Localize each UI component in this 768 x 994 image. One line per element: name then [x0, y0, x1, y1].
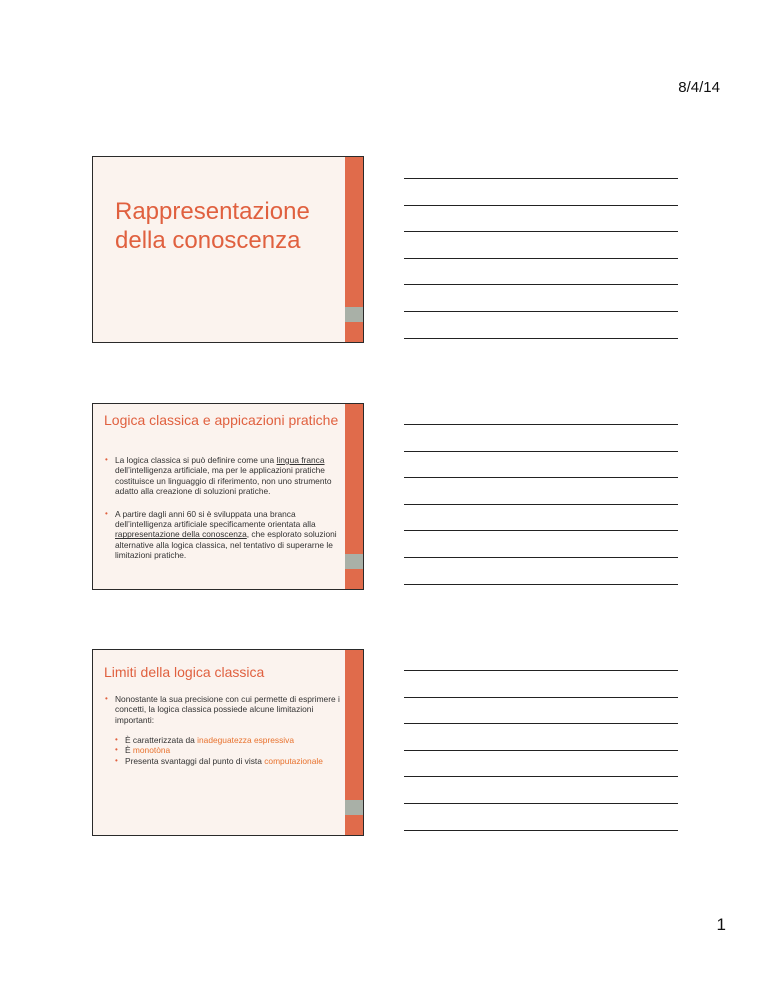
slide-3 — [92, 649, 364, 836]
bullet-text: Presenta svantaggi dal punto di vista — [125, 755, 265, 766]
underlined-term: lingua franca — [276, 455, 325, 465]
list-item — [105, 509, 345, 561]
list-item — [115, 756, 343, 766]
bullet-text: È — [125, 745, 133, 756]
highlighted-term: inadeguatezza espressiva — [197, 735, 294, 745]
notes-lines-1 — [404, 178, 678, 364]
list-item — [115, 745, 343, 755]
slide-2 — [92, 403, 364, 590]
note-line — [404, 205, 678, 206]
bullet-text: dell’intelligenza artificiale, ma per le applicazioni pratiche costituisce un linguaggio di riferimento, non uno strumento adatto alla creazione di soluzioni pratiche. — [115, 465, 332, 497]
slide-1 — [92, 156, 364, 343]
slide-1-accent-bar — [345, 157, 363, 342]
note-line — [404, 697, 678, 698]
note-line — [404, 557, 678, 558]
slide-1-title-line-1: Rappresentazione — [115, 198, 310, 225]
note-line — [404, 284, 678, 285]
list-item: • Nonostante la sua precisione con cui permette di esprimere i concetti, la logica classica possiede alcune limitazioni importanti: — [105, 694, 347, 725]
slide-3-accent-bar — [345, 650, 363, 835]
note-line — [404, 258, 678, 259]
slide-2-accent-chip — [345, 554, 363, 569]
note-line — [404, 776, 678, 777]
note-line — [404, 311, 678, 312]
page-number: 1 — [716, 915, 726, 934]
slide-2-accent-bar — [345, 404, 363, 589]
note-line — [404, 723, 678, 724]
slide-1-accent-chip — [345, 307, 363, 322]
note-line — [404, 750, 678, 751]
bullet-text: A partire dagli anni 60 si è sviluppata una branca dell’intelligenza artificiale specificamente orientata alla — [115, 508, 316, 530]
slide-1-title — [115, 197, 310, 255]
page-date: 8/4/14 — [678, 79, 720, 96]
note-line — [404, 530, 678, 531]
list-item — [115, 735, 343, 745]
slide-1-title-line-2: della conoscenza — [115, 227, 301, 254]
note-line — [404, 231, 678, 232]
note-line — [404, 451, 678, 452]
note-line — [404, 830, 678, 831]
notes-lines-2 — [404, 424, 678, 610]
slide-3-title: Limiti della logica classica — [104, 664, 265, 680]
slide-2-bullets — [105, 455, 345, 573]
note-line — [404, 803, 678, 804]
bullet-text: È caratterizzata da — [125, 735, 198, 745]
note-line — [404, 504, 678, 505]
slide-3-sub-bullets — [115, 735, 343, 766]
underlined-term: rappresentazione della conoscenza — [115, 529, 247, 540]
note-line — [404, 477, 678, 478]
bullet-text: La logica classica si può definire come una — [115, 455, 277, 465]
note-line — [404, 178, 678, 179]
slide-3-bullets — [105, 694, 347, 725]
note-line — [404, 584, 678, 585]
slide-2-title: Logica classica e appicazioni pratiche — [104, 412, 339, 428]
note-line — [404, 424, 678, 425]
highlighted-term: monotòna — [132, 745, 171, 756]
list-item — [105, 455, 345, 497]
note-line — [404, 338, 678, 339]
note-line — [404, 670, 678, 671]
slide-3-accent-chip — [345, 800, 363, 815]
bullet-text: , che esplorato soluzioni alternative alla logica classica, nel tentativo di superarne le limitazioni pratiche. — [115, 529, 337, 561]
notes-lines-3 — [404, 670, 678, 856]
highlighted-term: computazionale — [264, 755, 323, 766]
